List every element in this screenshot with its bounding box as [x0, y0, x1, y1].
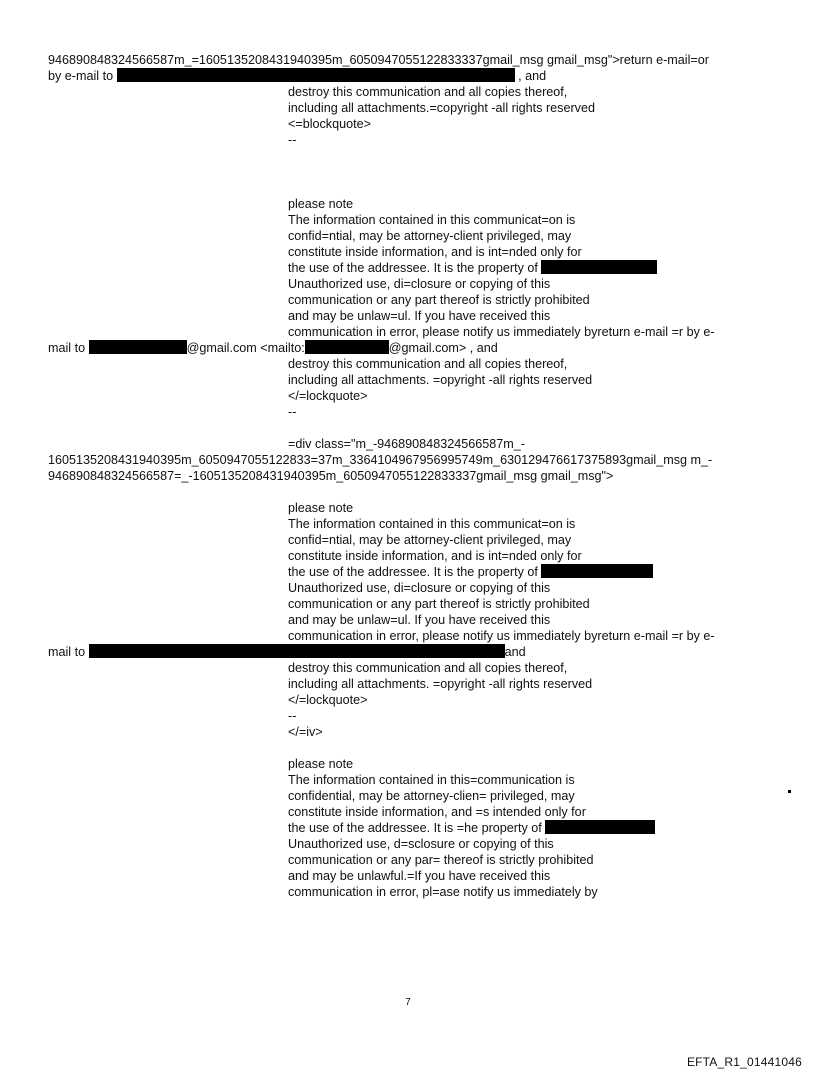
text-segment: communication or any part thereof is strictly prohibited: [288, 293, 590, 307]
redaction-block: [117, 68, 515, 82]
text-line: [288, 884, 598, 900]
text-line: [288, 788, 575, 804]
text-segment: communication in error, please notify us immediately byreturn e-mail =r by e-: [288, 325, 715, 339]
text-line: [288, 196, 353, 212]
text-segment: destroy this communication and all copies thereof,: [288, 85, 568, 99]
text-segment: destroy this communication and all copies thereof,: [288, 357, 568, 371]
text-line: [288, 836, 554, 852]
text-segment: confid=ntial, may be attorney-client privileged, may: [288, 533, 572, 547]
text-line: [288, 724, 323, 740]
text-segment: Unauthorized use, di=closure or copying of this: [288, 277, 551, 291]
text-line: [48, 68, 546, 84]
text-segment: <=blockquote>: [288, 117, 371, 131]
text-line: [48, 452, 712, 468]
text-segment: including all attachments. =opyright -all rights reserved: [288, 373, 593, 387]
text-segment: please note: [288, 197, 354, 211]
text-segment: </=lockquote>: [288, 693, 368, 707]
text-segment: , and: [514, 69, 547, 83]
text-segment: constitute inside information, and is int=nded only for: [288, 549, 582, 563]
text-line: [288, 660, 567, 676]
text-line: [288, 84, 567, 100]
text-line: [288, 868, 550, 884]
text-line: [48, 644, 526, 660]
text-line: [288, 436, 525, 452]
text-line: [288, 308, 550, 324]
text-line: [288, 100, 595, 116]
text-segment: and may be unlawful.=If you have received this: [288, 869, 551, 883]
text-line: [288, 772, 575, 788]
text-segment: --: [288, 405, 297, 419]
text-line: [288, 228, 571, 244]
text-segment: Unauthorized use, di=closure or copying of this: [288, 581, 551, 595]
text-segment: 1605135208431940395m_6050947055122833=37m_3364104967956995749m_630129476617375893gmail_msg m_-: [48, 453, 713, 467]
redaction-block: [89, 340, 187, 354]
text-segment: and may be unlaw=ul. If you have received this: [288, 309, 551, 323]
text-line: [288, 852, 594, 868]
text-line: [48, 468, 613, 484]
text-segment: 946890848324566587=_-1605135208431940395m_6050947055122833337gmail_msg gmail_msg">: [48, 469, 614, 483]
text-line: [288, 692, 367, 708]
redaction-block: [89, 644, 505, 658]
text-line: [288, 324, 715, 340]
text-line: [288, 292, 590, 308]
text-line: [288, 116, 371, 132]
text-line: [288, 404, 296, 420]
text-line: [288, 388, 367, 404]
text-line: [48, 340, 498, 356]
redaction-block: [541, 564, 653, 578]
text-line: [288, 500, 353, 516]
text-segment: constitute inside information, and =s intended only for: [288, 805, 586, 819]
text-segment: the use of the addressee. It is =he property of: [288, 821, 546, 835]
text-line: [288, 260, 657, 276]
text-segment: communication in error, please notify us immediately byreturn e-mail =r by e-: [288, 629, 715, 643]
text-line: [288, 756, 353, 772]
text-segment: --: [288, 709, 297, 723]
text-segment: the use of the addressee. It is the property of: [288, 261, 542, 275]
text-segment: including all attachments.=copyright -all rights reserved: [288, 101, 595, 115]
text-segment: including all attachments. =opyright -all rights reserved: [288, 677, 593, 691]
text-line: [288, 820, 655, 836]
text-segment: mail to: [48, 645, 89, 659]
text-segment: The information contained in this=communication is: [288, 773, 575, 787]
text-line: [288, 212, 575, 228]
text-segment: </=lockquote>: [288, 389, 368, 403]
text-line: [288, 596, 590, 612]
text-segment: @gmail.com> , and: [388, 341, 498, 355]
text-segment: please note: [288, 757, 354, 771]
text-segment: please note: [288, 501, 354, 515]
text-line: [288, 276, 550, 292]
text-segment: 946890848324566587m_=1605135208431940395m_6050947055122833337gmail_msg gmail_msg">return e-mail=or: [48, 53, 709, 67]
text-line: [288, 516, 575, 532]
text-segment: Unauthorized use, d=sclosure or copying of this: [288, 837, 554, 851]
text-segment: =div class="m_-946890848324566587m_-: [288, 437, 525, 451]
text-line: [288, 532, 571, 548]
text-line: [288, 372, 592, 388]
text-line: [288, 356, 567, 372]
redaction-block: [305, 340, 389, 354]
text-segment: constitute inside information, and is int=nded only for: [288, 245, 582, 259]
page-number: 7: [405, 997, 411, 1008]
text-segment: The information contained in this communicat=on is: [288, 213, 576, 227]
text-segment: confidential, may be attorney-clien= privileged, may: [288, 789, 575, 803]
text-segment: confid=ntial, may be attorney-client privileged, may: [288, 229, 572, 243]
text-segment: communication or any part thereof is strictly prohibited: [288, 597, 590, 611]
text-segment: communication or any par= thereof is strictly prohibited: [288, 853, 594, 867]
text-segment: by e-mail to: [48, 69, 117, 83]
text-segment: and: [504, 645, 526, 659]
text-line: [288, 548, 582, 564]
text-line: [288, 564, 653, 580]
text-line: [288, 708, 296, 724]
text-line: [288, 628, 715, 644]
text-segment: mail to: [48, 341, 89, 355]
text-line: [288, 580, 550, 596]
text-segment: </=iv>: [288, 725, 323, 739]
text-segment: communication in error, pl=ase notify us immediately by: [288, 885, 598, 899]
document-id-footer: EFTA_R1_01441046: [686, 1055, 802, 1069]
text-line: [48, 52, 709, 68]
text-line: [288, 132, 296, 148]
text-segment: and may be unlaw=ul. If you have received this: [288, 613, 551, 627]
text-segment: destroy this communication and all copies thereof,: [288, 661, 568, 675]
stray-mark: [788, 790, 791, 793]
redaction-block: [541, 260, 657, 274]
text-line: [288, 804, 586, 820]
text-line: [288, 244, 582, 260]
text-segment: @gmail.com <mailto:: [186, 341, 305, 355]
text-segment: --: [288, 133, 297, 147]
text-segment: The information contained in this communicat=on is: [288, 517, 576, 531]
text-segment: the use of the addressee. It is the property of: [288, 565, 542, 579]
text-line: [288, 676, 592, 692]
text-line: [288, 612, 550, 628]
redaction-block: [545, 820, 655, 834]
